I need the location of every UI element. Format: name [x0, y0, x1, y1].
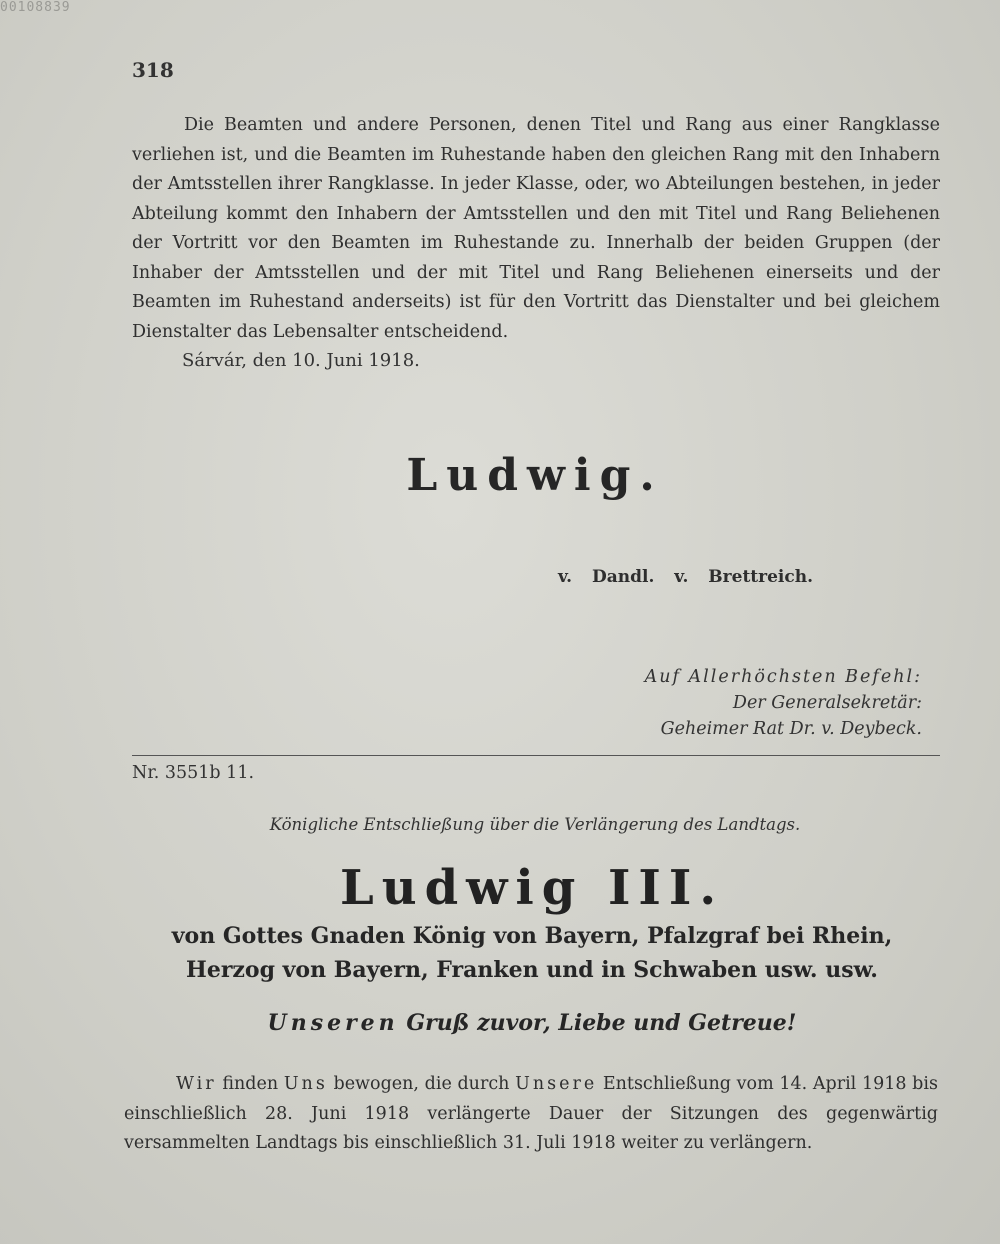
section-divider	[132, 755, 940, 756]
page-number: 318	[132, 58, 174, 82]
archive-stamp: 00108839	[0, 0, 71, 15]
decree-rest: Entschließung vom 14. April 1918 bis einschließlich 28. Juni 1918 verlängerte Dauer der Sitzungen des gegenwärtig versammelten Landtags bis einschließlich 31. Juli 1918 weiter zu verlängern.	[124, 1074, 938, 1153]
order-line-1: Auf Allerhöchsten Befehl:	[644, 667, 922, 687]
order-line-2: Der Generalsekretär:	[732, 693, 922, 713]
decree-word-finden: finden	[222, 1074, 279, 1094]
greeting	[0, 1010, 1000, 1036]
paragraph-rank-order: Die Beamten und andere Personen, denen Titel und Rang aus einer Rangklasse verliehen ist, und die Beamten im Ruhestande haben den gleichen Rang mit den Inhabern der Amtsstellen ihrer Rangklasse. In jeder Klasse, oder, wo Abteilungen bestehen, in jeder Abteilung kommt den Inhabern der Amtsstellen und den mit Titel und Rang Beliehenen der Vortritt vor den Beamten im Ruhestande zu. Innerhalb der beiden Gruppen (der Inhaber der Amtsstellen und der mit Titel und Rang Beliehenen einerseits und der Beamten im Ruhestand anderseits) ist für den Vortritt das Dienstalter und bei gleichem Dienstalter das Lebensalter entscheidend.	[132, 115, 940, 342]
dateline: Sárvár, den 10. Juni 1918.	[182, 350, 420, 371]
royal-style-line-1: von Gottes Gnaden König von Bayern, Pfalzgraf bei Rhein,	[171, 923, 893, 949]
decree-title: Ludwig III.	[339, 860, 725, 916]
royal-signature: Ludwig.	[406, 450, 664, 501]
decree-subtitle: Königliche Entschließung über die Verlängerung des Landtags.	[269, 815, 801, 834]
royal-style-line-2: Herzog von Bayern, Franken und in Schwaben usw. usw.	[186, 957, 878, 983]
minister-signatures: v. Dandl. v. Brettreich.	[558, 567, 814, 587]
decree-word-unsere: Unsere	[515, 1074, 598, 1094]
decree-word-uns: Uns	[283, 1074, 328, 1094]
order-block	[645, 664, 922, 742]
decree-word-wir: Wir	[176, 1074, 217, 1094]
order-line-3: Geheimer Rat Dr. v. Deybeck.	[660, 719, 922, 739]
greeting-part-1: Unseren	[267, 1010, 399, 1036]
document-number: Nr. 3551b 11.	[132, 763, 255, 783]
paragraph-decree	[124, 1070, 938, 1159]
decree-word-bewogen: bewogen, die durch	[333, 1074, 510, 1094]
greeting-part-2: Gruß zuvor, Liebe und Getreue!	[406, 1010, 797, 1036]
